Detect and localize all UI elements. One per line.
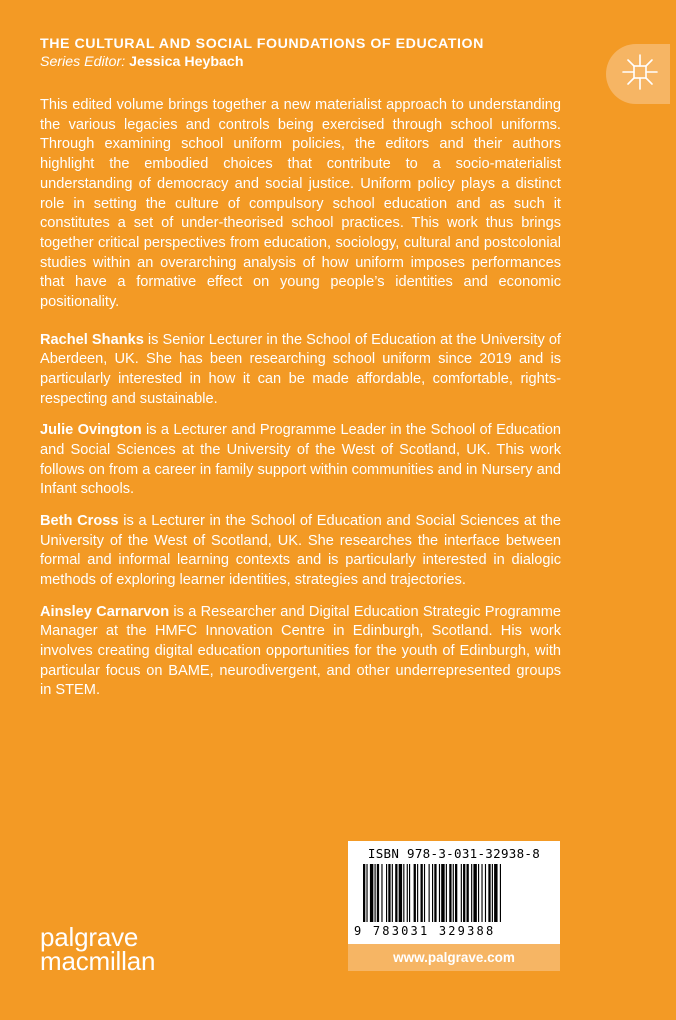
series-title: THE CULTURAL AND SOCIAL FOUNDATIONS OF EDUCATION (40, 36, 484, 52)
series-editor-name: Jessica Heybach (129, 54, 244, 70)
barcode-bar (386, 864, 387, 922)
barcode-bar (403, 864, 404, 922)
barcode-bar (481, 864, 482, 922)
publisher-logo-line1: palgrave (40, 922, 139, 952)
barcode-bar (492, 864, 493, 922)
bio-text: is a Researcher and Digital Education Strategic Programme Manager at the HMFC Innovation Centre in Edinburgh, Scotland. His work involves creating digital education opportunities for the youth of Edinburgh, with particular focus on BAME, neurodivergent, and other underrepresented groups in STEM. (40, 603, 561, 699)
barcode-bar (455, 864, 457, 922)
barcode-bar (446, 864, 447, 922)
barcode-bar (494, 864, 497, 922)
publisher-badge (606, 44, 670, 104)
isbn-digits: 9 783031 329388 (354, 924, 496, 938)
barcode-bar (375, 864, 376, 922)
series-editor (40, 54, 244, 70)
bio-author-name: Rachel Shanks (40, 331, 144, 348)
palgrave-star-icon (620, 52, 660, 92)
barcode-bars (363, 864, 545, 928)
barcode-bar (461, 864, 462, 922)
bio-text: is a Lecturer and Programme Leader in the School of Education and Social Sciences at the University of the West of Scotland, UK. This work follows on from a career in family support within communities and in Nursery and Infant schools. (40, 422, 561, 498)
barcode-bar (441, 864, 444, 922)
bio-paragraph (40, 603, 561, 702)
barcode-bar (467, 864, 469, 922)
bio-author-name: Julie Ovington (40, 422, 142, 439)
barcode-bar (377, 864, 379, 922)
publisher-logo-line2: macmillan (40, 946, 156, 976)
bio-text: is a Lecturer in the School of Education and Social Sciences at the University of the West of Scotland, UK. She researches the interface between formal and informal learning contexts and is particularly interested in dialogic methods of exploring learner identities, strategies and trajectories. (40, 512, 561, 589)
barcode-bar (463, 864, 465, 922)
isbn-label: ISBN 978-3-031-32938-8 (367, 846, 541, 861)
bio-author-name: Beth Cross (40, 512, 119, 529)
barcode-bar (395, 864, 397, 922)
barcode-bar (363, 864, 365, 922)
series-editor-label: Series Editor: (40, 54, 126, 70)
isbn-barcode (348, 841, 560, 944)
barcode-bar (392, 864, 393, 922)
bio-text: is Senior Lecturer in the School of Education at the University of Aberdeen, UK. She has been researching school uniform since 2019 and is particularly interested in how it can be made affordable, comfortable, rights-respecting and sustainable. (40, 331, 561, 407)
barcode-bar (409, 864, 410, 922)
barcode-bar (485, 864, 486, 922)
barcode-bar (473, 864, 476, 922)
barcode-bar (407, 864, 408, 922)
bio-author-name: Ainsley Carnarvon (40, 603, 170, 620)
barcode-bar (453, 864, 454, 922)
publisher-website[interactable]: www.palgrave.com (348, 944, 560, 971)
barcode-bar (439, 864, 440, 922)
barcode-bar (429, 864, 430, 922)
back-cover-text (40, 96, 561, 713)
barcode-bar (414, 864, 416, 922)
barcode-bar (434, 864, 436, 922)
bio-paragraph (40, 512, 561, 591)
book-description: This edited volume brings together a new materialist approach to understanding the various legacies and controls being exercised through school uniforms. Through examining school uniform policies, the editors and their authors highlight the embodied choices that contribute to a socio-materialist understanding of democracy and social justice. Uniform policy plays a distinct role in setting the culture of compulsory school education and as such it constitutes a set of under-theorised school practices. This work thus brings together critical perspectives from education, sociology, cultural and postcolonial studies within an overarching analysis of how uniform imposes performances that have a formative effect on young people’s identities and economic positionality. (40, 97, 561, 311)
barcode-bar (471, 864, 472, 922)
barcode-bar (417, 864, 418, 922)
barcode-bar (424, 864, 425, 922)
barcode-bar (388, 864, 390, 922)
barcode-bar (449, 864, 451, 922)
bio-paragraph (40, 421, 561, 500)
barcode-bar (399, 864, 402, 922)
barcode-bar (488, 864, 490, 922)
barcode-bar (478, 864, 479, 922)
barcode-bar (432, 864, 433, 922)
barcode-bar (381, 864, 382, 922)
barcode-bar (370, 864, 373, 922)
barcode-bar (421, 864, 423, 922)
bio-paragraph (40, 331, 561, 410)
barcode-bar (366, 864, 367, 922)
barcode-bar (500, 864, 501, 922)
publisher-logo (40, 922, 156, 976)
